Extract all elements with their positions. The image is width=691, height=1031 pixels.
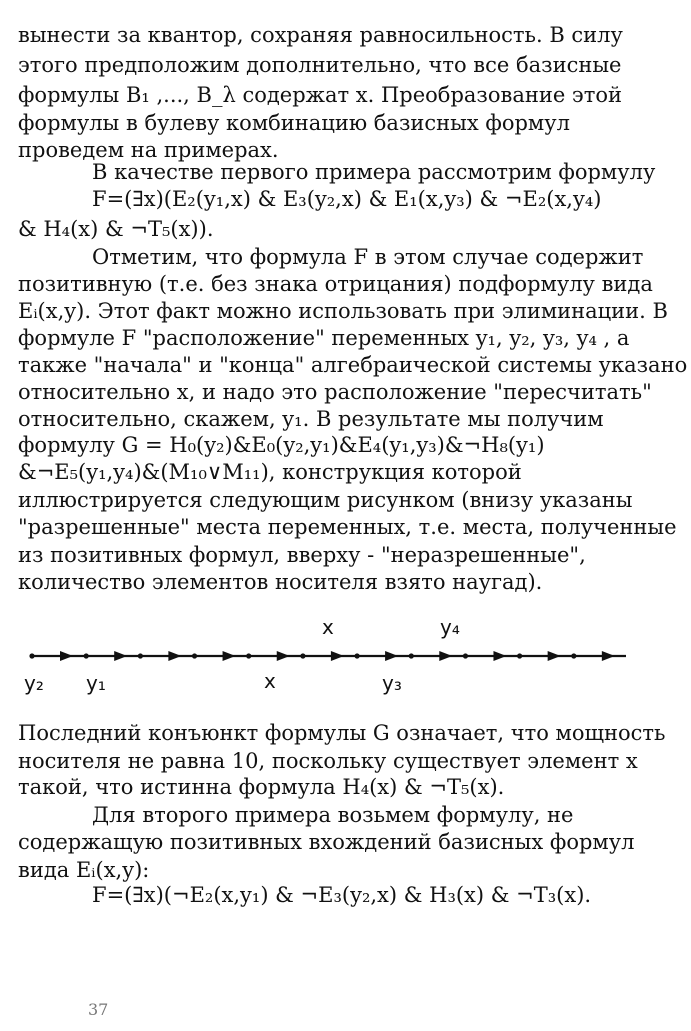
element-dot [409,653,414,658]
text-line: F=(∃x)(E₂(y₁,x) & E₃(y₂,x) & E₁(x,y₃) & ¬E₂(x,y₄) [92,187,602,211]
arrow-head [114,651,127,661]
element-dot [84,653,89,658]
text-line: Для второго примера возьмем формулу, не [92,803,574,827]
text-line: Отметим, что формула F в этом случае содержит [92,245,644,269]
diagram-top-label-y4: y₄ [440,615,460,639]
text-line: относительно, скажем, y₁. В результате мы получим [18,407,604,431]
text-line: также "начала" и "конца" алгебраической системы указано [18,353,688,377]
text-line: &¬E₅(y₁,y₄)&(M₁₀∨M₁₁), конструкция которой [18,460,522,484]
text-line: такой, что истинна формула H₄(x) & ¬T₅(x). [18,775,505,799]
element-dot [571,653,576,658]
arrow-head [548,651,561,661]
text-line: количество элементов носителя взято наугад). [18,570,543,594]
element-dot [300,653,305,658]
diagram-bottom-label-y2: y₂ [24,671,44,695]
text-line: этого предположим дополнительно, что все базисные [18,53,622,77]
text-line: из позитивных формул, вверху - "неразрешенные", [18,543,586,567]
element-dot [138,653,143,658]
element-dot [517,653,522,658]
element-dot [463,653,468,658]
diagram-bottom-label-y1: y₁ [86,671,106,695]
arrow-head [385,651,398,661]
element-dot [192,653,197,658]
arrow-head [168,651,181,661]
text-line: В качестве первого примера рассмотрим формулу [92,160,656,184]
arrow-head [493,651,506,661]
text-line: формулу G = H₀(y₂)&E₀(y₂,y₁)&E₄(y₁,y₃)&¬H₈(y₁) [18,433,545,457]
text-line: иллюстрируется следующим рисунком (внизу указаны [18,488,633,512]
text-line: носителя не равна 10, поскольку существует элемент x [18,749,638,773]
arrow-head [439,651,452,661]
arrow-chain [29,651,626,661]
arrow-head [602,651,615,661]
text-line: позитивную (т.е. без знака отрицания) подформулу вида [18,272,653,296]
arrow-head [277,651,290,661]
diagram-top-label-x: x [322,615,334,639]
text-line: проведем на примерах. [18,138,279,162]
text-line: & H₄(x) & ¬T₅(x)). [18,217,214,241]
arrow-head [223,651,236,661]
page-number: 37 [88,1000,109,1019]
text-line: содержащую позитивных вхождений базисных формул [18,830,635,854]
element-dot [246,653,251,658]
element-dot [354,653,359,658]
text-line: вынести за квантор, сохраняя равносильность. В силу [18,23,623,47]
text-line: относительно x, и надо это расположение "пересчитать" [18,380,652,404]
arrow-head [331,651,344,661]
text-line: формуле F "расположение" переменных y₁, y₂, y₃, y₄ , а [18,326,630,350]
text-line: вида Eᵢ(x,y): [18,858,150,882]
text-line: формулы B₁ ,..., B_λ содержат x. Преобразование этой [18,83,622,107]
diagram-bottom-label-x: x [264,669,276,693]
text-line: "разрешенные" места переменных, т.е. места, полученные [18,515,677,539]
text-line: Последний конъюнкт формулы G означает, что мощность [18,721,666,745]
text-line: F=(∃x)(¬E₂(x,y₁) & ¬E₃(y₂,x) & H₃(x) & ¬T₃(x). [92,883,592,907]
text-line: формулы в булеву комбинацию базисных формул [18,111,570,135]
text-line: Eᵢ(x,y). Этот факт можно использовать при элиминации. В [18,299,668,323]
diagram-bottom-label-y3: y₃ [382,671,402,695]
arrow-head [60,651,73,661]
element-dot [29,653,34,658]
